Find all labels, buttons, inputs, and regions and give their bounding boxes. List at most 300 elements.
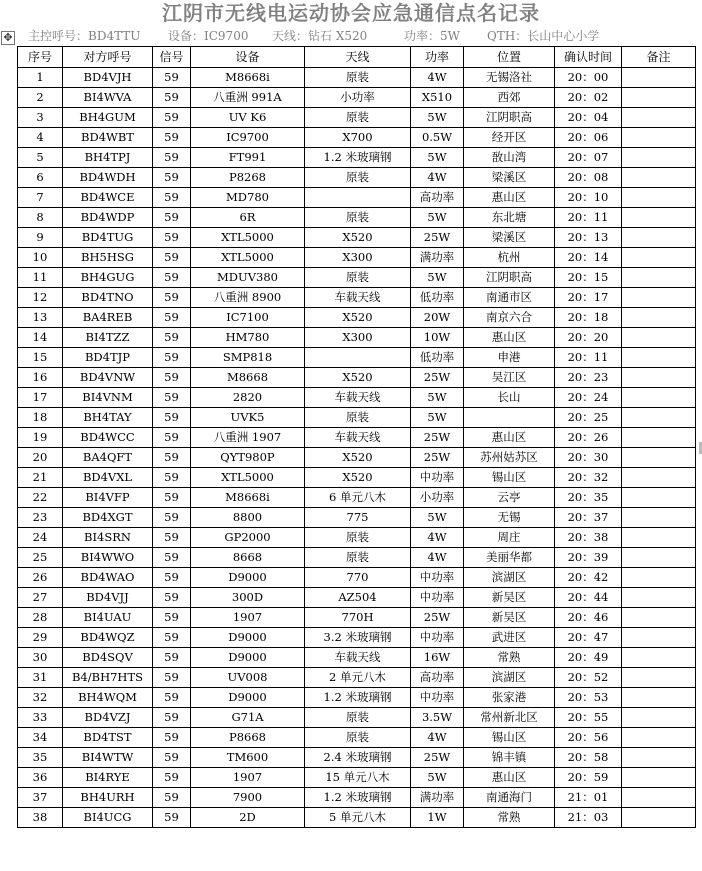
table-row (18, 788, 696, 808)
cell-index: 1 (18, 68, 63, 88)
cell-remarks (622, 548, 696, 568)
table-row (18, 108, 696, 128)
cell-equipment: 2D (191, 808, 305, 828)
cell-confirm-time: 20：04 (555, 108, 622, 128)
cell-location: 张家港 (464, 688, 555, 708)
table-row (18, 188, 696, 208)
cell-equipment: HM780 (191, 328, 305, 348)
cell-signal: 59 (153, 348, 191, 368)
cell-location: 敔山湾 (464, 148, 555, 168)
cell-index: 12 (18, 288, 63, 308)
cell-equipment: SMP818 (191, 348, 305, 368)
cell-antenna: 车载天线 (305, 428, 411, 448)
table-row (18, 468, 696, 488)
cell-power: 5W (411, 768, 464, 788)
cell-index: 10 (18, 248, 63, 268)
cell-equipment: 八重洲 991A (191, 88, 305, 108)
cell-index: 22 (18, 488, 63, 508)
cell-signal: 59 (153, 268, 191, 288)
table-move-handle-icon[interactable]: ✥ (1, 31, 15, 45)
cell-power: 1W (411, 808, 464, 828)
cell-location: 美丽华都 (464, 548, 555, 568)
cell-equipment: M8668i (191, 488, 305, 508)
cell-index: 20 (18, 448, 63, 468)
cell-index: 27 (18, 588, 63, 608)
cell-power: 5W (411, 388, 464, 408)
power-text: 功率：5W (404, 29, 460, 43)
cell-location: 常熟 (464, 808, 555, 828)
cell-power: 5W (411, 408, 464, 428)
cell-power: 5W (411, 208, 464, 228)
cell-equipment: UV K6 (191, 108, 305, 128)
cell-confirm-time: 20：56 (555, 728, 622, 748)
cell-equipment: D9000 (191, 568, 305, 588)
cell-confirm-time: 20：23 (555, 368, 622, 388)
cell-location: 武进区 (464, 628, 555, 648)
cell-confirm-time: 20：17 (555, 288, 622, 308)
cell-location: 锦丰镇 (464, 748, 555, 768)
cell-equipment: 2820 (191, 388, 305, 408)
cell-remarks (622, 728, 696, 748)
cell-equipment: P8668 (191, 728, 305, 748)
cell-equipment: M8668i (191, 68, 305, 88)
cell-antenna: 原装 (305, 168, 411, 188)
cell-remarks (622, 328, 696, 348)
cell-remarks (622, 188, 696, 208)
cell-signal: 59 (153, 408, 191, 428)
cell-confirm-time: 20：42 (555, 568, 622, 588)
cell-power: 5W (411, 148, 464, 168)
table-row (18, 648, 696, 668)
cell-callsign: BI4UCG (63, 808, 153, 828)
table-header-row (18, 47, 696, 68)
cell-confirm-time: 20：38 (555, 528, 622, 548)
cell-location: 锡山区 (464, 468, 555, 488)
table-row (18, 88, 696, 108)
cell-location: 南通市区 (464, 288, 555, 308)
cell-antenna (305, 188, 411, 208)
cell-signal: 59 (153, 708, 191, 728)
header-equipment: 设备 (191, 47, 305, 68)
cell-callsign: BD4WDP (63, 208, 153, 228)
cell-antenna: 1.2 米玻璃钢 (305, 788, 411, 808)
cell-confirm-time: 20：30 (555, 448, 622, 468)
table-row (18, 168, 696, 188)
cell-equipment: M8668 (191, 368, 305, 388)
cell-signal: 59 (153, 108, 191, 128)
cell-power: 25W (411, 428, 464, 448)
cell-power: 满功率 (411, 248, 464, 268)
cell-remarks (622, 288, 696, 308)
cell-remarks (622, 248, 696, 268)
cell-index: 9 (18, 228, 63, 248)
cell-index: 18 (18, 408, 63, 428)
cell-location: 锡山区 (464, 728, 555, 748)
cell-antenna: X300 (305, 328, 411, 348)
cell-antenna: 15 单元八木 (305, 768, 411, 788)
cell-antenna: X520 (305, 228, 411, 248)
cell-confirm-time: 20：32 (555, 468, 622, 488)
cell-location: 惠山区 (464, 768, 555, 788)
cell-power: 3.5W (411, 708, 464, 728)
table-row (18, 688, 696, 708)
cell-confirm-time: 20：15 (555, 268, 622, 288)
cell-callsign: BI4VNM (63, 388, 153, 408)
cell-signal: 59 (153, 308, 191, 328)
cell-location: 西郊 (464, 88, 555, 108)
cell-remarks (622, 108, 696, 128)
cell-location: 滨湖区 (464, 668, 555, 688)
cell-callsign: BD4VNW (63, 368, 153, 388)
cell-antenna: X520 (305, 468, 411, 488)
table-row (18, 148, 696, 168)
cell-index: 6 (18, 168, 63, 188)
table-row (18, 308, 696, 328)
cell-confirm-time: 20：59 (555, 768, 622, 788)
cell-signal: 59 (153, 288, 191, 308)
cell-callsign: BH4TAY (63, 408, 153, 428)
cell-antenna: 小功率 (305, 88, 411, 108)
table-row (18, 508, 696, 528)
cell-signal: 59 (153, 488, 191, 508)
cell-index: 7 (18, 188, 63, 208)
table-row (18, 428, 696, 448)
cell-equipment: GP2000 (191, 528, 305, 548)
cell-confirm-time: 20：58 (555, 748, 622, 768)
cell-confirm-time: 20：13 (555, 228, 622, 248)
cell-index: 34 (18, 728, 63, 748)
cell-signal: 59 (153, 788, 191, 808)
cell-callsign: BD4WCC (63, 428, 153, 448)
cell-power: 中功率 (411, 628, 464, 648)
cell-confirm-time: 20：20 (555, 328, 622, 348)
cell-location: 南通海门 (464, 788, 555, 808)
cell-signal: 59 (153, 808, 191, 828)
header-power: 功率 (411, 47, 464, 68)
cell-remarks (622, 128, 696, 148)
cell-confirm-time: 20：26 (555, 428, 622, 448)
qth-text: QTH：长山中心小学 (487, 29, 600, 43)
cell-antenna: 原装 (305, 208, 411, 228)
cell-power: X510 (411, 88, 464, 108)
cell-remarks (622, 368, 696, 388)
cell-remarks (622, 668, 696, 688)
cell-equipment: 八重洲 1907 (191, 428, 305, 448)
cell-remarks (622, 348, 696, 368)
cell-remarks (622, 148, 696, 168)
table-row (18, 528, 696, 548)
cell-remarks (622, 608, 696, 628)
cell-antenna: 车载天线 (305, 648, 411, 668)
cell-power: 25W (411, 608, 464, 628)
table-row (18, 548, 696, 568)
cell-power: 高功率 (411, 188, 464, 208)
cell-antenna: 原装 (305, 528, 411, 548)
cell-signal: 59 (153, 508, 191, 528)
cell-callsign: BI4VFP (63, 488, 153, 508)
cell-signal: 59 (153, 188, 191, 208)
cell-confirm-time: 20：07 (555, 148, 622, 168)
cell-power: 小功率 (411, 488, 464, 508)
cell-remarks (622, 508, 696, 528)
cell-index: 11 (18, 268, 63, 288)
cell-callsign: BH4GUG (63, 268, 153, 288)
cell-antenna: 5 单元八木 (305, 808, 411, 828)
cell-remarks (622, 708, 696, 728)
cell-equipment: 6R (191, 208, 305, 228)
cell-power: 4W (411, 528, 464, 548)
cell-index: 37 (18, 788, 63, 808)
cell-remarks (622, 648, 696, 668)
cell-antenna: 3.2 米玻璃钢 (305, 628, 411, 648)
cell-location: 吴江区 (464, 368, 555, 388)
cell-power: 5W (411, 268, 464, 288)
cell-antenna: 车载天线 (305, 288, 411, 308)
cell-location: 无锡洛社 (464, 68, 555, 88)
cell-signal: 59 (153, 148, 191, 168)
cell-location: 南京六合 (464, 308, 555, 328)
cell-remarks (622, 88, 696, 108)
cell-callsign: BD4VJJ (63, 588, 153, 608)
cell-callsign: BD4WAO (63, 568, 153, 588)
cell-antenna: X520 (305, 368, 411, 388)
cell-remarks (622, 208, 696, 228)
cell-callsign: BH4URH (63, 788, 153, 808)
cell-confirm-time: 20：02 (555, 88, 622, 108)
cell-index: 16 (18, 368, 63, 388)
cell-index: 13 (18, 308, 63, 328)
cell-callsign: BD4SQV (63, 648, 153, 668)
cell-signal: 59 (153, 628, 191, 648)
table-row (18, 768, 696, 788)
cell-antenna: AZ504 (305, 588, 411, 608)
antenna-text: 天线：钻石 X520 (272, 29, 368, 43)
cell-equipment: UV008 (191, 668, 305, 688)
cell-confirm-time: 20：10 (555, 188, 622, 208)
header-antenna: 天线 (305, 47, 411, 68)
cell-location: 常州新北区 (464, 708, 555, 728)
cell-power: 中功率 (411, 588, 464, 608)
cell-location: 滨湖区 (464, 568, 555, 588)
cell-equipment: 8668 (191, 548, 305, 568)
cell-equipment: XTL5000 (191, 248, 305, 268)
cell-location: 苏州姑苏区 (464, 448, 555, 468)
cell-power: 4W (411, 168, 464, 188)
header-remarks: 备注 (622, 47, 696, 68)
cell-remarks (622, 588, 696, 608)
cell-equipment: 八重洲 8900 (191, 288, 305, 308)
cell-remarks (622, 308, 696, 328)
cell-callsign: BI4UAU (63, 608, 153, 628)
cell-signal: 59 (153, 608, 191, 628)
cell-location: 惠山区 (464, 328, 555, 348)
cell-power: 高功率 (411, 668, 464, 688)
cell-signal: 59 (153, 748, 191, 768)
cell-confirm-time: 20：53 (555, 688, 622, 708)
table-row (18, 748, 696, 768)
cell-callsign: BH4TPJ (63, 148, 153, 168)
cell-power: 中功率 (411, 468, 464, 488)
cell-location: 杭州 (464, 248, 555, 268)
cell-signal: 59 (153, 68, 191, 88)
cell-signal: 59 (153, 228, 191, 248)
cell-power: 0.5W (411, 128, 464, 148)
cell-equipment: 300D (191, 588, 305, 608)
cell-callsign: BD4TJP (63, 348, 153, 368)
table-row (18, 448, 696, 468)
cell-location: 周庄 (464, 528, 555, 548)
table-row (18, 628, 696, 648)
cell-index: 32 (18, 688, 63, 708)
cell-callsign: BA4REB (63, 308, 153, 328)
cell-signal: 59 (153, 448, 191, 468)
table-row (18, 388, 696, 408)
cell-signal: 59 (153, 588, 191, 608)
table-row (18, 288, 696, 308)
cell-callsign: BD4VZJ (63, 708, 153, 728)
cell-index: 38 (18, 808, 63, 828)
cell-confirm-time: 20：24 (555, 388, 622, 408)
cell-antenna: 770H (305, 608, 411, 628)
cell-callsign: BH4GUM (63, 108, 153, 128)
cell-signal: 59 (153, 328, 191, 348)
cell-index: 35 (18, 748, 63, 768)
table-row (18, 808, 696, 828)
cell-equipment: IC9700 (191, 128, 305, 148)
cell-equipment: D9000 (191, 648, 305, 668)
cell-antenna: 2.4 米玻璃钢 (305, 748, 411, 768)
cell-signal: 59 (153, 568, 191, 588)
cell-signal: 59 (153, 688, 191, 708)
cell-equipment: QYT980P (191, 448, 305, 468)
equipment-text: 设备：IC9700 (168, 29, 249, 43)
cell-antenna: 775 (305, 508, 411, 528)
table-row (18, 708, 696, 728)
cell-confirm-time: 20：14 (555, 248, 622, 268)
cell-confirm-time: 20：00 (555, 68, 622, 88)
cell-antenna: 2 单元八木 (305, 668, 411, 688)
cell-equipment: 8800 (191, 508, 305, 528)
cell-signal: 59 (153, 768, 191, 788)
cell-antenna: 770 (305, 568, 411, 588)
cell-remarks (622, 488, 696, 508)
cell-equipment: D9000 (191, 688, 305, 708)
cell-equipment: MD780 (191, 188, 305, 208)
cell-remarks (622, 68, 696, 88)
cell-confirm-time: 20：47 (555, 628, 622, 648)
cell-signal: 59 (153, 668, 191, 688)
cell-location (464, 408, 555, 428)
cell-power: 4W (411, 548, 464, 568)
cell-callsign: BH5HSG (63, 248, 153, 268)
table-row (18, 608, 696, 628)
table-row (18, 488, 696, 508)
cell-confirm-time: 20：08 (555, 168, 622, 188)
cell-callsign: BD4WDH (63, 168, 153, 188)
cell-location: 东北塘 (464, 208, 555, 228)
cell-index: 19 (18, 428, 63, 448)
cell-confirm-time: 20：44 (555, 588, 622, 608)
cell-confirm-time: 21：03 (555, 808, 622, 828)
cell-confirm-time: 20：11 (555, 208, 622, 228)
cell-callsign: BD4WCE (63, 188, 153, 208)
cell-antenna: X520 (305, 308, 411, 328)
cell-signal: 59 (153, 648, 191, 668)
table-row (18, 228, 696, 248)
cell-callsign: BI4TZZ (63, 328, 153, 348)
cell-power: 满功率 (411, 788, 464, 808)
cell-index: 21 (18, 468, 63, 488)
cell-antenna: 车载天线 (305, 388, 411, 408)
cell-antenna: 原装 (305, 268, 411, 288)
cell-index: 8 (18, 208, 63, 228)
cell-index: 23 (18, 508, 63, 528)
cell-index: 33 (18, 708, 63, 728)
cell-remarks (622, 528, 696, 548)
cell-confirm-time: 21：01 (555, 788, 622, 808)
cell-equipment: TM600 (191, 748, 305, 768)
cell-index: 30 (18, 648, 63, 668)
cell-confirm-time: 20：55 (555, 708, 622, 728)
cell-callsign: BD4XGT (63, 508, 153, 528)
cell-callsign: BI4SRN (63, 528, 153, 548)
cell-confirm-time: 20：46 (555, 608, 622, 628)
cell-power: 25W (411, 748, 464, 768)
cell-index: 36 (18, 768, 63, 788)
header-location: 位置 (464, 47, 555, 68)
cell-power: 20W (411, 308, 464, 328)
cell-equipment: 1907 (191, 608, 305, 628)
cell-power: 16W (411, 648, 464, 668)
cell-equipment: D9000 (191, 628, 305, 648)
header-index: 序号 (18, 47, 63, 68)
cell-signal: 59 (153, 428, 191, 448)
cell-equipment: FT991 (191, 148, 305, 168)
cell-remarks (622, 788, 696, 808)
cell-callsign: BD4WQZ (63, 628, 153, 648)
cell-index: 14 (18, 328, 63, 348)
header-confirm-time: 确认时间 (555, 47, 622, 68)
cell-equipment: XTL5000 (191, 468, 305, 488)
cell-antenna: 原装 (305, 408, 411, 428)
cell-equipment: P8268 (191, 168, 305, 188)
cell-antenna: 原装 (305, 68, 411, 88)
cell-remarks (622, 688, 696, 708)
cell-signal: 59 (153, 468, 191, 488)
cell-power: 25W (411, 368, 464, 388)
cell-equipment: XTL5000 (191, 228, 305, 248)
station-info (0, 27, 702, 45)
cell-location: 云亭 (464, 488, 555, 508)
cell-equipment: IC7100 (191, 308, 305, 328)
cell-confirm-time: 20：39 (555, 548, 622, 568)
cell-signal: 59 (153, 248, 191, 268)
cell-equipment: G71A (191, 708, 305, 728)
cell-antenna: 1.2 米玻璃钢 (305, 688, 411, 708)
cell-signal: 59 (153, 128, 191, 148)
cell-power: 10W (411, 328, 464, 348)
cell-signal: 59 (153, 728, 191, 748)
cell-antenna: 原装 (305, 548, 411, 568)
cell-location: 江阴职高 (464, 108, 555, 128)
cell-location: 长山 (464, 388, 555, 408)
cell-remarks (622, 388, 696, 408)
cell-confirm-time: 20：06 (555, 128, 622, 148)
cell-location: 新吴区 (464, 608, 555, 628)
cell-callsign: BD4VJH (63, 68, 153, 88)
cell-remarks (622, 168, 696, 188)
cell-callsign: BH4WQM (63, 688, 153, 708)
